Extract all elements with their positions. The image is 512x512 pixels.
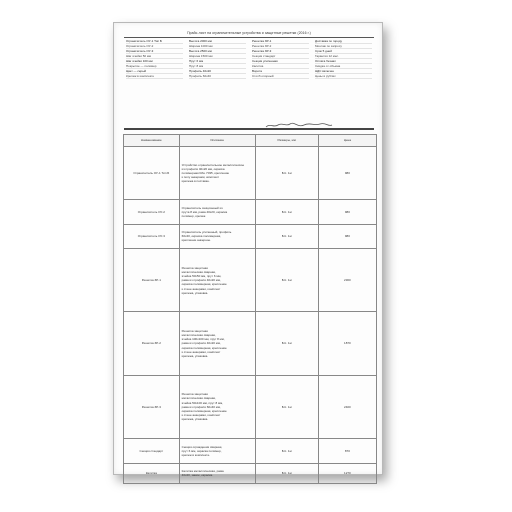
header-info-line: Профиль 40х20	[189, 70, 246, 74]
header-info-line: Столб опорный	[252, 75, 309, 79]
description-line: крепежа в поставке.	[181, 179, 210, 184]
cell-price: 1270	[318, 463, 376, 483]
table-header-row	[124, 135, 377, 147]
header-info-line: Прут 8 мм	[189, 65, 246, 69]
description-line: ячейка 100х100 мм, прут 8 мм,	[181, 337, 225, 342]
cell-model: Решетка ЗР-2	[124, 312, 180, 375]
description-line: рама из профиля 40х20 мм,	[181, 341, 221, 346]
description-line: окраска полимерная, крепление	[181, 345, 227, 350]
header-info-line: Оплата безнал	[315, 60, 372, 64]
description-line: крепежа, упаковка.	[181, 290, 209, 295]
header-info-line: Покрытие — полимер	[126, 65, 183, 69]
table-row	[124, 439, 377, 464]
header-info-line: Секция стандарт	[252, 55, 309, 59]
price-table	[123, 134, 377, 484]
description-line: из профиля 40х20 мм, окраска	[181, 166, 225, 171]
cell-description	[179, 249, 255, 312]
description-line: металлическая сварная,	[181, 396, 216, 401]
header-info-line: Профиль 60х40	[189, 75, 246, 79]
cell-price: 980	[318, 224, 376, 249]
cell-size: Б.К. 1м	[255, 312, 318, 375]
header-info-line: Решетка ЗР-1	[252, 40, 309, 44]
description-line: крепление анкерное.	[181, 238, 212, 243]
cell-description	[179, 200, 255, 225]
description-line: Ограничитель усиленный, профиль	[181, 230, 232, 235]
table-row	[124, 375, 377, 438]
header-info-line: Решетка ЗР-2	[252, 45, 309, 49]
description-line: прут 6 мм, окраска полимер,	[181, 448, 222, 453]
description-line: ячейка 50х100 мм, прут 8 мм,	[181, 400, 223, 405]
column-header: Описание	[179, 135, 255, 147]
cell-description	[179, 463, 255, 483]
description-line: крепежа, упаковка.	[181, 417, 209, 422]
cell-description	[179, 375, 255, 438]
description-line: полимерная RAL 7035, крепление	[181, 170, 230, 175]
cell-description	[179, 439, 255, 464]
description-line: Устройство ограничительное металлическое	[181, 162, 245, 167]
cell-size: Б.К. 1м	[255, 224, 318, 249]
cell-description	[179, 312, 255, 375]
table-row	[124, 224, 377, 249]
cell-price: 1870	[318, 312, 376, 375]
description-line: к стене анкерами, комплект	[181, 286, 221, 291]
header-info-line: Скидка от объема	[315, 65, 372, 69]
header-divider	[124, 128, 374, 130]
description-line: Решетка защитная	[181, 328, 208, 333]
header-info-column	[315, 40, 372, 126]
cell-price: 2300	[318, 249, 376, 312]
column-header: Цена	[318, 135, 376, 147]
header-info-line: Калитка	[252, 65, 309, 69]
cell-price: 2400	[318, 375, 376, 438]
header-info-column	[252, 40, 309, 126]
column-header: Размеры, мм	[255, 135, 318, 147]
header-info-line: Ширина 1000 мм	[189, 45, 246, 49]
header-info-line: Срок 5 дней	[315, 50, 372, 54]
description-line: окраска полимерная, крепление	[181, 408, 227, 413]
description-line: к стене анкерами, комплект	[181, 413, 221, 418]
description-line: 60х40, окраска полимерная,	[181, 234, 222, 239]
header-info-column	[189, 40, 246, 126]
description-line: металлическая сварная,	[181, 333, 216, 338]
description-line: рама из профиля 60х40 мм,	[181, 404, 221, 409]
cell-size: Б.К. 1м	[255, 249, 318, 312]
header-info-line: Высота 2000 мм	[189, 40, 246, 44]
cell-model: Решетка ЗР-3	[124, 375, 180, 438]
header-info-line: Шаг ячейки 100 мм	[126, 60, 183, 64]
description-line: Решетка защитная	[181, 265, 208, 270]
description-line: Ограничитель секционный из	[181, 205, 223, 210]
header-info-column	[126, 40, 183, 126]
cell-description	[179, 224, 255, 249]
description-line: крепежа, упаковка.	[181, 354, 209, 359]
table-row	[124, 249, 377, 312]
cell-price: 980	[318, 200, 376, 225]
header-info-line: Цвет — серый	[126, 70, 183, 74]
document-title: Прайс-лист на ограничительные устройства и защитные решетки (2016 г.)	[187, 31, 311, 35]
description-line: металлическая сварная,	[181, 269, 216, 274]
description-line: Решетка защитная	[181, 392, 208, 397]
description-line: к полу анкерами, комплект	[181, 175, 220, 180]
cell-model: Решетка ЗР-1	[124, 249, 180, 312]
header-info-line: Ворота	[252, 70, 309, 74]
description-line: полимер, крепеж.	[181, 213, 207, 218]
description-line: Секция ограждения сварная,	[181, 444, 223, 449]
cell-model: Ограничитель ОУ-2	[124, 200, 180, 225]
description-line: к стене анкерами, комплект	[181, 349, 221, 354]
header-info-line: Крепеж в комплекте	[126, 75, 183, 79]
header-info-line: Гарантия 12 мес.	[315, 55, 372, 59]
header-info-line: Прут 6 мм	[189, 60, 246, 64]
description-line: Калитка металлическая, рама	[181, 469, 224, 474]
description-line: прута 8 мм, рама 40х20, окраска	[181, 209, 228, 214]
header-info-block	[126, 40, 372, 126]
header-info-line: Ширина 1500 мм	[189, 55, 246, 59]
header-info-line: Монтаж по запросу	[315, 45, 372, 49]
header-info-line: Ограничитель ОУ-1 Тип Б	[126, 40, 183, 44]
header-info-line: Цены в рублях	[315, 75, 372, 79]
header-info-line: Высота 2500 мм	[189, 50, 246, 54]
header-info-line: Секция усиленная	[252, 60, 309, 64]
table-row	[124, 200, 377, 225]
description-line: окраска полимерная, крепление	[181, 282, 227, 287]
cell-size: Б.К. 1м	[255, 375, 318, 438]
signature-mark	[264, 122, 334, 129]
header-info-line: Ограничитель ОУ-2	[126, 45, 183, 49]
cell-price: 870	[318, 439, 376, 464]
description-line: 40х20, замок, окраска.	[181, 473, 213, 478]
cell-size: Б.К. 1м	[255, 463, 318, 483]
header-info-line: Шаг ячейки 50 мм	[126, 55, 183, 59]
table-row	[124, 312, 377, 375]
table-row	[124, 463, 377, 483]
cell-model: Секция стандарт	[124, 439, 180, 464]
document-page	[113, 22, 383, 478]
cell-price: 980	[318, 147, 376, 200]
description-line: ячейка 50х50 мм, прут 6 мм,	[181, 273, 222, 278]
description-line: крепеж в комплекте.	[181, 452, 211, 457]
cell-description	[179, 147, 255, 200]
title-divider	[124, 37, 374, 38]
header-info-line: Доставка по городу	[315, 40, 372, 44]
description-line: рама из профиля 40х20 мм,	[181, 278, 221, 283]
cell-size: Б.К. 1м	[255, 147, 318, 200]
column-header: Наименование	[124, 135, 180, 147]
cell-size: Б.К. 1м	[255, 439, 318, 464]
header-info-line: НДС включен	[315, 70, 372, 74]
header-info-line: Решетка ЗР-3	[252, 50, 309, 54]
cell-model: Ограничитель ОУ-1 Тип Б	[124, 147, 180, 200]
cell-model: Ограничитель ОУ-3	[124, 224, 180, 249]
cell-model: Калитка	[124, 463, 180, 483]
header-info-line: Ограничитель ОУ-3	[126, 50, 183, 54]
cell-size: Б.К. 1м	[255, 200, 318, 225]
table-row	[124, 147, 377, 200]
